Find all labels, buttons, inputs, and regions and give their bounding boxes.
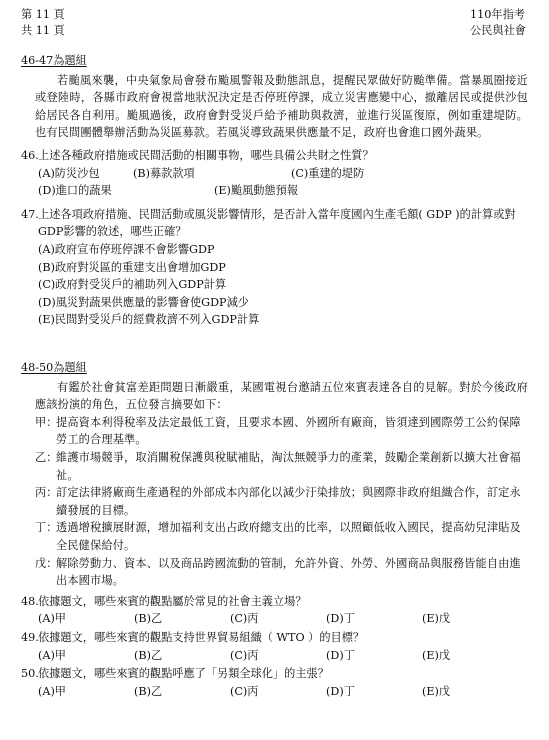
exam-name: 110年指考 [470,8,525,21]
question-47-options [38,241,528,329]
speaker-mark: 戊： [35,556,58,570]
option-c: (C)丙 [230,684,259,698]
option-a: (A)甲 [38,684,66,698]
option-c: (C)丙 [230,612,259,626]
option-c: (C)政府對受災戶的補助列入GDP計算 [38,278,227,292]
question-text: 依據題文，哪些來賓的觀點呼應了「另類全球化」的主張？ [38,667,329,681]
question-49 [21,629,528,647]
question-number: 48. [21,594,39,608]
option-c: (C)丙 [230,648,259,662]
speaker-text: 解除勞動力、資本、以及商品跨國流動的管制，允許外資、外勞、外國商品與服務皆能自由進出本國市場。 [56,556,521,588]
speaker-list [35,414,528,590]
option-a: (A)防災沙包 [38,166,100,180]
option-a: (A)甲 [38,648,66,662]
speaker-ding [35,519,528,554]
option-d: (D)丁 [326,684,355,698]
question-number: 46. [21,148,39,162]
option-e: (E)戊 [422,648,451,662]
question-text: 上述各項政府措施、民間活動或風災影響情形，是否計入當年度國內生產毛額( GDP )的計算或對GDP影響的敘述，哪些正確？ [38,207,516,239]
group-title: 48-50為題組 [21,361,87,374]
speaker-bing [35,484,528,519]
question-46-options [38,165,528,200]
page-info [21,7,65,39]
total-pages: 共 11 頁 [21,24,65,37]
question-number: 47. [21,207,39,221]
question-number: 49. [21,630,39,644]
option-e: (E)戊 [422,684,451,698]
speaker-yi [35,449,528,484]
speaker-mark: 丁： [35,521,58,535]
speaker-text: 維護市場競爭，取消關稅保護與稅賦補貼，淘汰無競爭力的產業，鼓勵企業創新以擴大社會福祉。 [56,450,521,482]
speaker-mark: 甲： [35,415,58,429]
option-e: (E)戊 [422,612,451,626]
question-48 [21,593,528,611]
option-b: (B)乙 [134,648,163,662]
option-e: (E)颱風動態預報 [214,184,299,198]
question-group-46-47 [21,52,528,329]
question-46 [21,147,528,165]
exam-info [470,7,526,39]
question-50 [21,665,528,683]
option-c: (C)重建的堤防 [291,166,365,180]
group-passage: 若颱風來襲，中央氣象局會發布颱風警報及動態訊息，提醒民眾做好防颱準備。當暴風圈接近或登陸時，各縣市政府會視當地狀況決定是否停班停課，成立災害應變中心，撤離居民或提供沙包給居民各自利用。颱風過後，政府會對受災戶給予補助與救濟，並進行災區復原，例如重建堤防。也有民間團體舉辦活動為災區募款。若風災導致蔬果供應量不足，政府也會進口國外蔬果。 [35,73,528,140]
question-text: 上述各種政府措施或民間活動的相關事物，哪些具備公共財之性質？ [38,148,374,162]
group-title: 46-47為題組 [21,54,87,67]
question-47 [21,206,528,241]
option-d: (D)丁 [326,612,355,626]
question-text: 依據題文，哪些來賓的觀點支持世界貿易組織（ WTO ）的目標？ [38,630,365,644]
speaker-mark: 丙： [35,486,58,500]
speaker-jia [35,414,528,449]
option-d: (D)風災對蔬果供應量的影響會使GDP減少 [38,295,249,309]
option-a: (A)政府宣布停班停課不會影響GDP [38,242,215,256]
group-intro: 有鑑於社會貧富差距問題日漸嚴重，某國電視台邀請五位來賓表達各自的見解。對於今後政府應該扮演的角色，五位發言摘要如下： [35,380,528,412]
question-48-options [38,610,528,628]
options-row [38,165,528,183]
question-text: 依據題文，哪些來賓的觀點屬於常見的社會主義立場？ [38,594,307,608]
option-b: (B)乙 [134,612,163,626]
page-number: 第 11 頁 [21,8,65,21]
options-row [38,182,528,200]
question-group-48-50 [21,359,528,700]
question-49-options [38,647,528,665]
speaker-text: 透過增稅擴展財源，增加福利支出占政府總支出的比率，以照顧低收入國民，提高幼兒津貼及全民健保給付。 [56,521,521,552]
option-d: (D)進口的蔬果 [38,184,112,198]
question-50-options [38,683,528,701]
subject-name: 公民與社會 [470,24,526,37]
question-number: 50. [21,667,39,681]
option-d: (D)丁 [326,648,355,662]
speaker-wu [35,555,528,590]
option-e: (E)民間對受災戶的經費救濟不列入GDP計算 [38,313,260,327]
option-a: (A)甲 [38,612,66,626]
page-header [21,7,526,41]
option-b: (B)乙 [134,684,163,698]
speaker-mark: 乙： [35,450,58,464]
speaker-text: 訂定法律將廠商生產過程的外部成本內部化以減少汙染排放；與國際非政府組織合作，訂定永續發展的目標。 [56,486,521,517]
speaker-text: 提高資本利得稅率及法定最低工資，且要求本國、外國所有廠商，皆須達到國際勞工公約保障勞工的合理基準。 [56,415,521,447]
option-b: (B)募款款項 [133,166,195,180]
option-b: (B)政府對災區的重建支出會增加GDP [38,260,226,274]
